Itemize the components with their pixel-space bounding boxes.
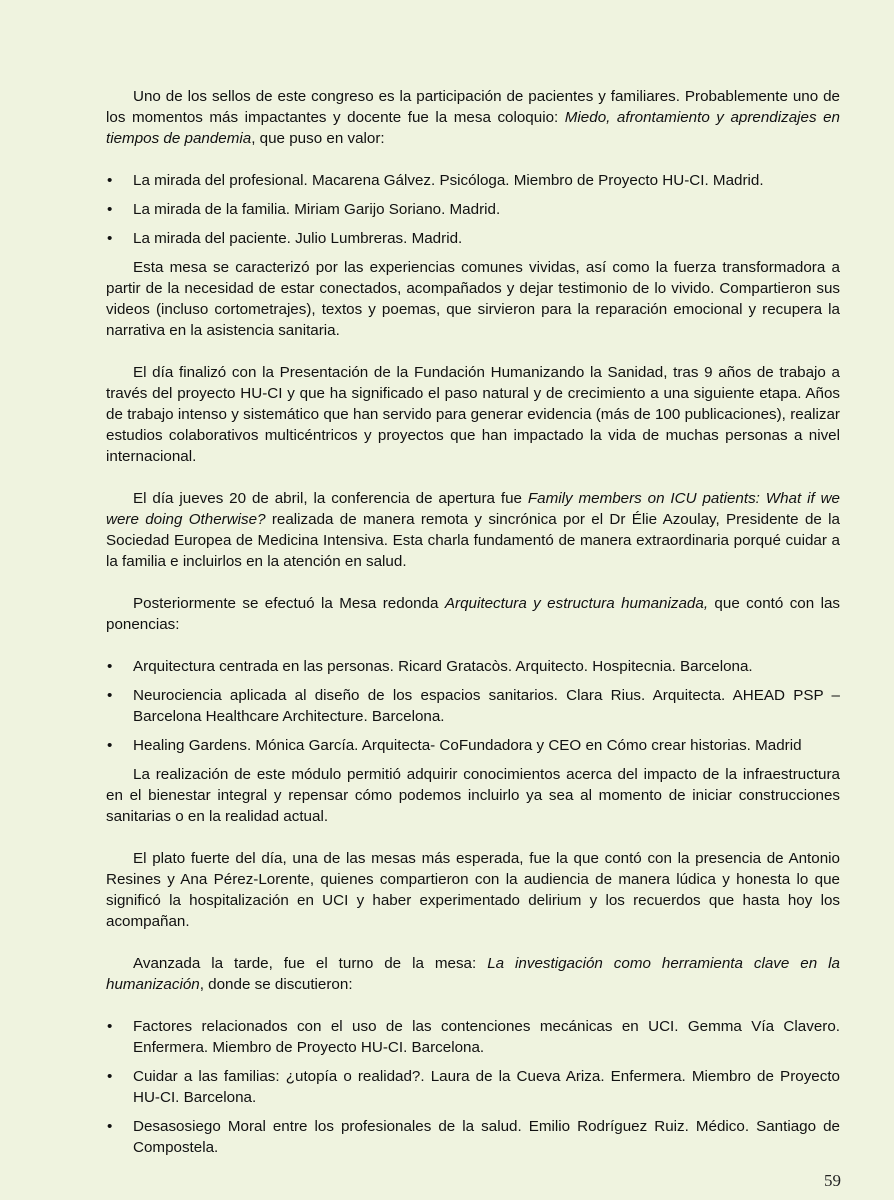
bullet-icon: • — [107, 658, 113, 675]
speaker-list-3 — [106, 1016, 840, 1158]
paragraph-research-session — [106, 953, 840, 995]
list-item — [106, 1016, 840, 1058]
paragraph-experiences: Esta mesa se caracterizó por las experiencias comunes vividas, así como la fuerza transformadora a partir de la necesidad de estar conectados, acompañados y dejar testimonio de lo vivido. Compartieron sus videos (incluso cortometrajes), textos y poemas, que sirvieron para la reparación emocional y recupera la narrativa en la asistencia sanitaria. — [106, 259, 840, 339]
bullet-icon: • — [107, 687, 113, 704]
document-body — [106, 86, 840, 1166]
paragraph-text: , que puso en valor: — [251, 130, 385, 147]
paragraph-text: El día jueves 20 de abril, la conferencia de apertura fue — [133, 490, 528, 507]
paragraph-text: realizada de manera remota y sincrónica por el Dr Élie Azoulay, Presidente de la Sociedad Europea de Medicina Intensiva. Esta charla fundamentó de manera extraordinaria porqué cuidar a la familia e incluirlos en la atención en salud. — [106, 511, 840, 570]
list-item — [106, 1066, 840, 1108]
session-title: Miedo, afrontamiento y aprendizajes en tiempos de pandemia — [106, 109, 840, 147]
list-item-text: Healing Gardens. Mónica García. Arquitecta- CoFundadora y CEO en Cómo crear historias. Madrid — [133, 737, 802, 754]
bullet-icon: • — [107, 1068, 113, 1085]
speaker-list-1 — [106, 170, 840, 249]
paragraph-intro — [106, 86, 840, 149]
list-item — [106, 170, 840, 191]
bullet-icon: • — [107, 1118, 113, 1135]
list-item — [106, 199, 840, 220]
paragraph-text: , donde se discutieron: — [199, 976, 353, 993]
bullet-icon: • — [107, 230, 113, 247]
list-item — [106, 656, 840, 677]
conference-title: Family members on ICU patients: What if we were doing Otherwise? — [106, 490, 840, 528]
paragraph-text: Avanzada la tarde, fue el turno de la mesa: — [133, 955, 488, 972]
paragraph-text: Posteriormente se efectuó la Mesa redonda — [133, 595, 445, 612]
list-item — [106, 228, 840, 249]
list-item-text: Factores relacionados con el uso de las contenciones mecánicas en UCI. Gemma Vía Clavero. Enfermera. Miembro de Proyecto HU-CI. Barcelona. — [133, 1018, 840, 1056]
session-title: La investigación como herramienta clave en la humanización — [106, 955, 840, 993]
paragraph-round-table — [106, 593, 840, 635]
list-item — [106, 1116, 840, 1158]
session-title: Arquitectura y estructura humanizada, — [444, 595, 709, 612]
paragraph-text: que contó con las ponencias: — [106, 595, 841, 633]
paragraph-foundation: El día finalizó con la Presentación de la Fundación Humanizando la Sanidad, tras 9 años de trabajo a través del proyecto HU-CI y que ha significado el paso natural y de crecimiento a una siguiente etapa. Años de trabajo intenso y sistemático que han servido para generar evidencia (más de 100 publicaciones), realizar estudios colaborativos multicéntricos y proyectos que han impactado la vida de muchas personas a nivel internacional. — [106, 364, 840, 465]
paragraph-module: La realización de este módulo permitió adquirir conocimientos acerca del impacto de la infraestructura en el bienestar integral y repensar cómo podemos incluirlo ya sea al momento de iniciar construcciones sanitarias o en la realidad actual. — [106, 766, 840, 825]
list-item — [106, 735, 840, 756]
list-item-text: La mirada del profesional. Macarena Gálvez. Psicóloga. Miembro de Proyecto HU-CI. Madrid. — [133, 172, 764, 189]
bullet-icon: • — [107, 172, 113, 189]
list-item — [106, 685, 840, 727]
bullet-icon: • — [107, 1018, 113, 1035]
list-item-text: La mirada del paciente. Julio Lumbreras. Madrid. — [133, 230, 463, 247]
list-item-text: La mirada de la familia. Miriam Garijo Soriano. Madrid. — [133, 201, 501, 218]
paragraph-main-session: El plato fuerte del día, una de las mesas más esperada, fue la que contó con la presencia de Antonio Resines y Ana Pérez-Lorente, quienes compartieron con la audiencia de manera lúdica y honesta lo que significó la hospitalización en UCI y haber experimentado delirium y los recuerdos que hasta hoy los acompañan. — [106, 850, 840, 930]
list-item-text: Neurociencia aplicada al diseño de los espacios sanitarios. Clara Rius. Arquitecta. AHEAD PSP – Barcelona Healthcare Architecture. Barcelona. — [133, 687, 840, 725]
bullet-icon: • — [107, 201, 113, 218]
speaker-list-2 — [106, 656, 840, 756]
paragraph-opening-conference — [106, 488, 840, 572]
page-number: 59 — [824, 1171, 841, 1190]
list-item-text: Arquitectura centrada en las personas. Ricard Gratacòs. Arquitecto. Hospitecnia. Barcelona. — [133, 658, 753, 675]
list-item-text: Cuidar a las familias: ¿utopía o realidad?. Laura de la Cueva Ariza. Enfermera. Miembro de Proyecto HU-CI. Barcelona. — [133, 1068, 840, 1106]
list-item-text: Desasosiego Moral entre los profesionales de la salud. Emilio Rodríguez Ruiz. Médico. Santiago de Compostela. — [133, 1118, 840, 1156]
paragraph-text: Uno de los sellos de este congreso es la participación de pacientes y familiares. Probablemente uno de los momentos más impactantes y docente fue la mesa coloquio: — [106, 88, 840, 126]
bullet-icon: • — [107, 737, 113, 754]
